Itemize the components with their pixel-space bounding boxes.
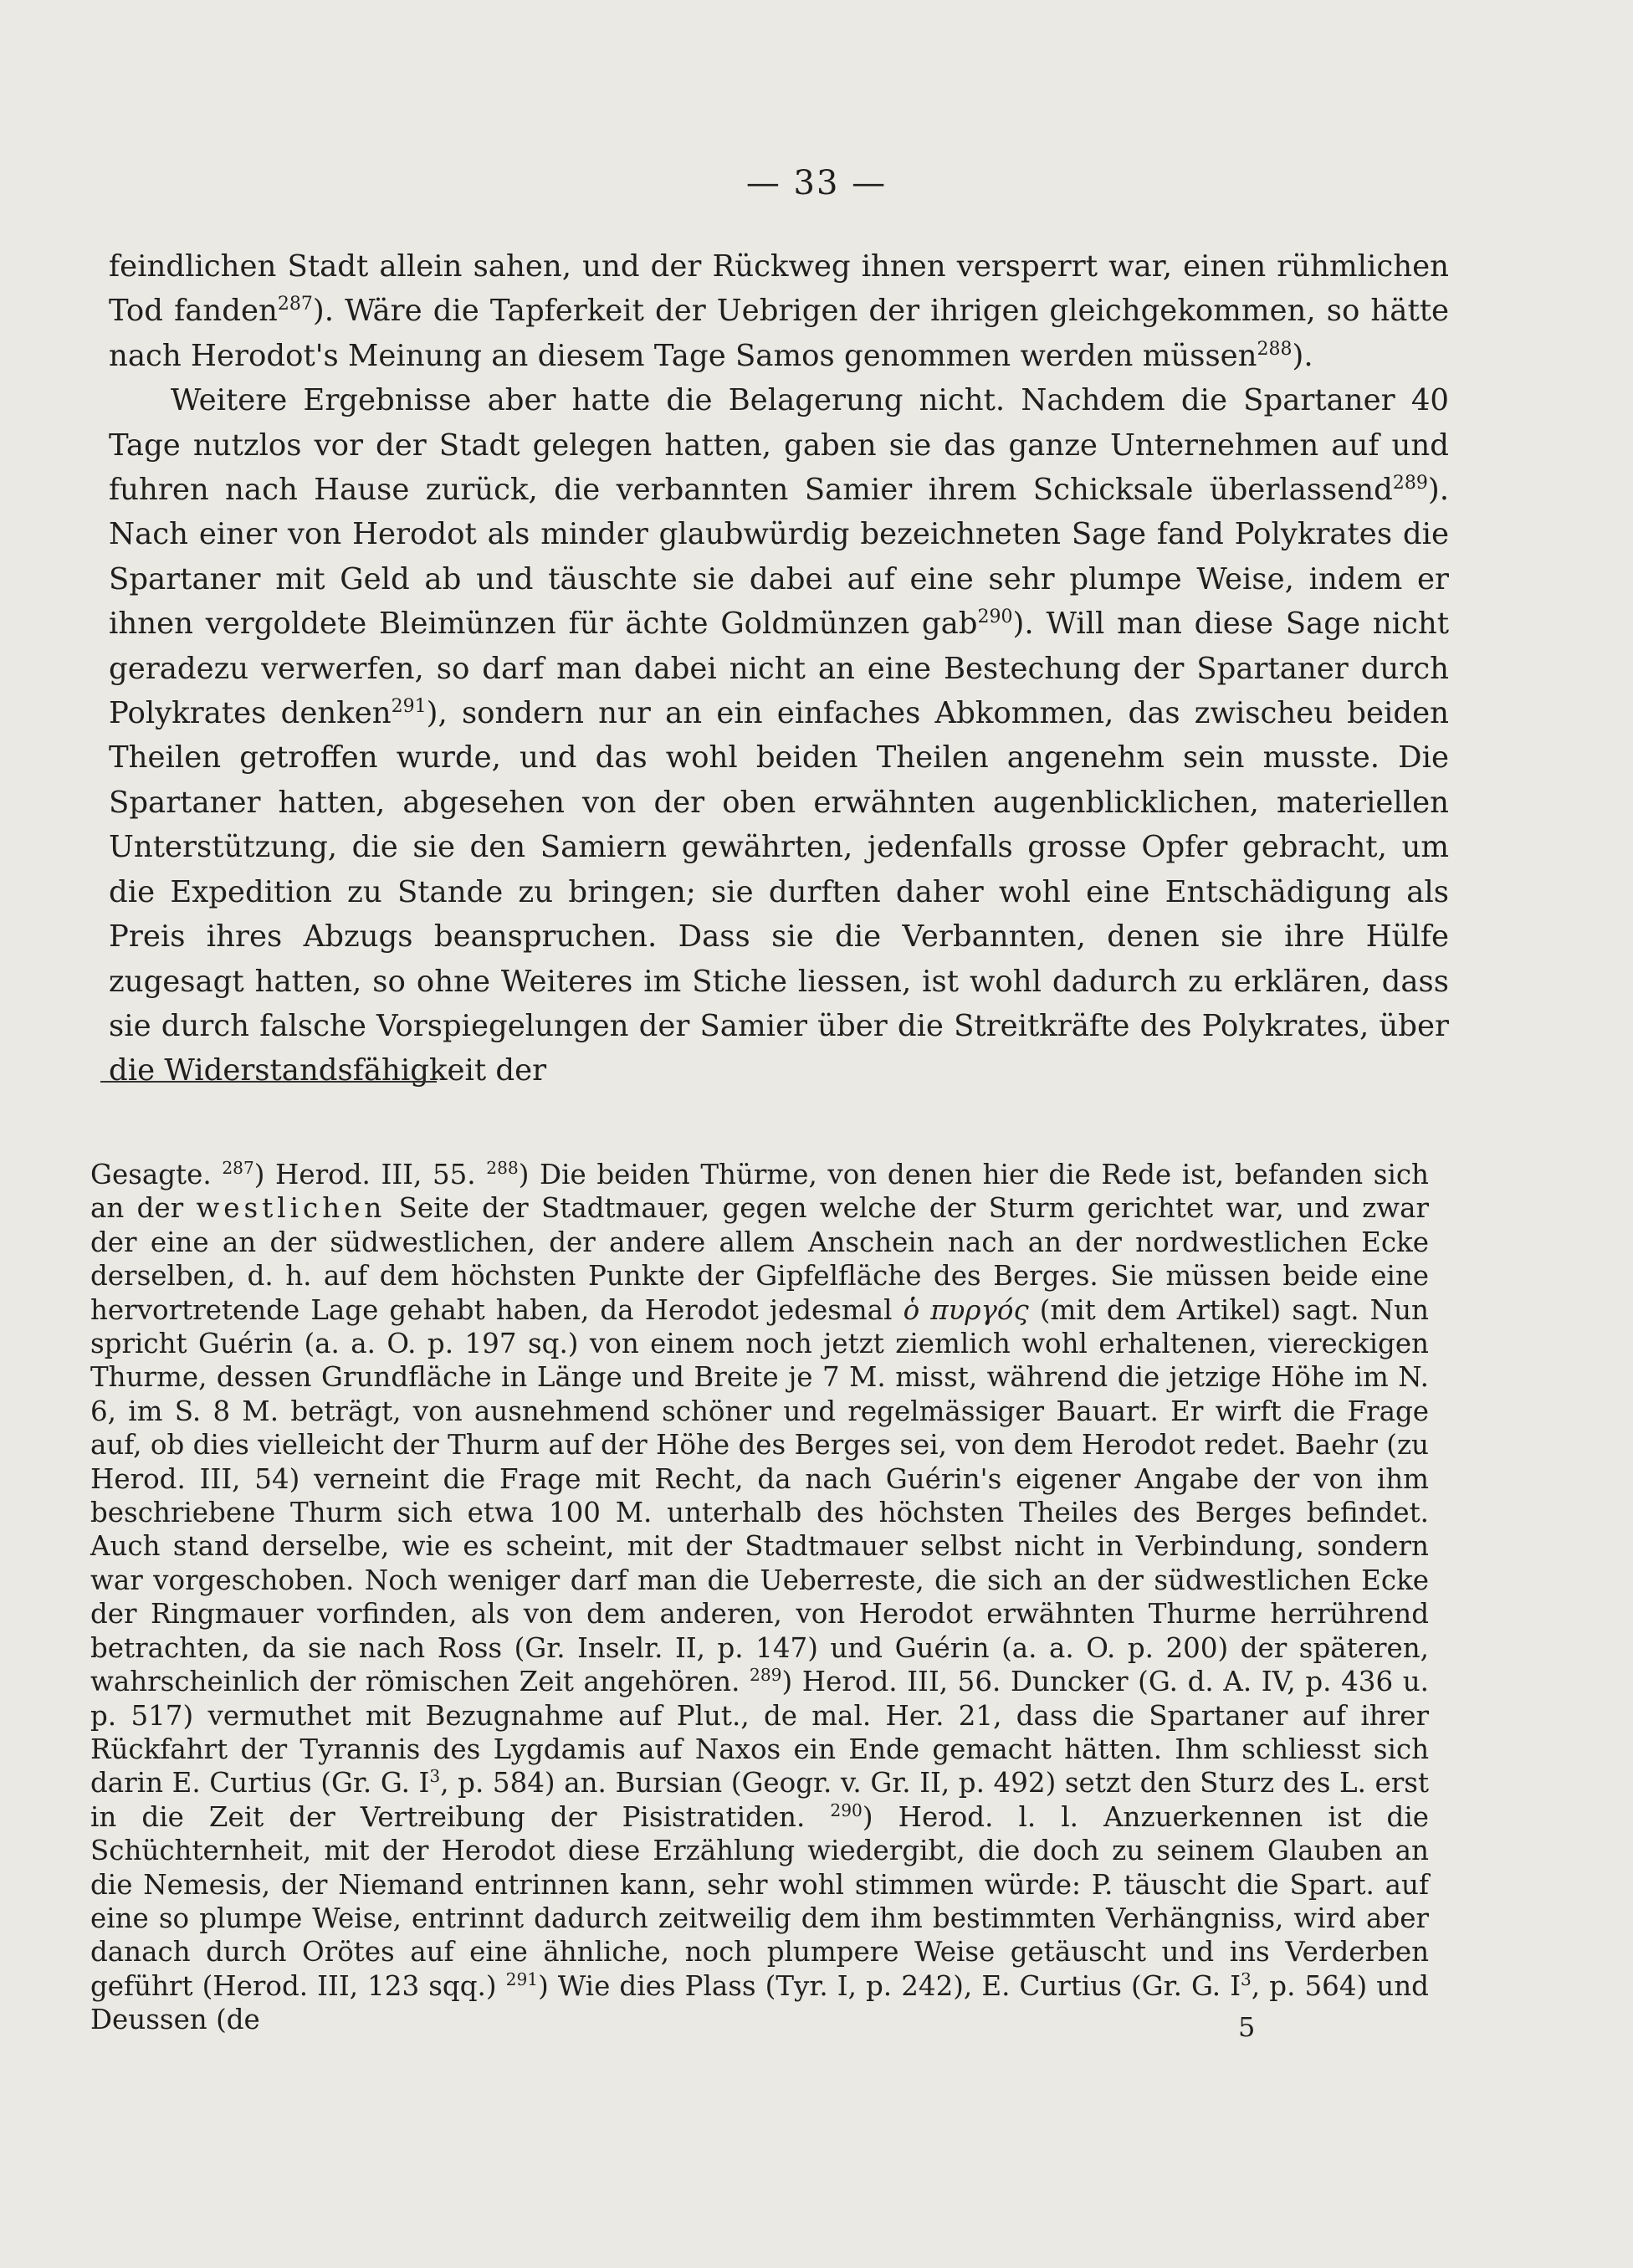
spaced-emphasis: westlichen [196, 1192, 386, 1225]
footnote-ref-291: 291 [391, 696, 427, 718]
footnotes: Gesagte. $^{287}$) Herod. III, 55. $^{288}$) Die beiden Thürme, von denen hier die Rede ist, befanden sich an der westlichen Seite der Stadtmauer, gegen welche der Sturm gerichtet war, und zwar der eine an der südwestlichen, der andere allem Anschein nach an der nordwestlichen Ecke derselben, d. h. auf dem höchsten Punkte der Gipfelfläche des Berges. Sie müssen beide eine hervortretende Lage gehabt haben, da Herodot jedesmal ὁ πυργός (mit dem Artikel) sagt. Nun spricht Guérin (a. a. O. p. 197 sq.) von einem noch jetzt ziemlich wohl erhaltenen, viereckigen Thurme, dessen Grundfläche in Länge und Breite je 7 M. misst, während die jetzige Höhe im N. 6, im S. 8 M. beträgt, von ausnehmend schöner und regelmässiger Bauart. Er wirft die Frage auf, ob dies vielleicht der Thurm auf der Höhe des Berges sei, von dem Herodot redet. Baehr (zu Herod. III, 54) verneint die Frage mit Recht, da nach Guérin's eigener Angabe der von ihm beschriebene Thurm sich etwa 100 M. unterhalb des höchsten Theiles des Berges befindet. Auch stand derselbe, wie es scheint, mit der Stadtmauer selbst nicht in Verbindung, sondern war vorgeschoben. Noch weniger darf man die Ueberreste, die sich an der südwestlichen Ecke der Ringmauer vorfinden, als von dem anderen, von Herodot erwähnten Thurme herrührend betrachten, da sie nach Ross (Gr. Inselr. II, p. 147) und Guérin (a. a. O. p. 200) der späteren, wahrscheinlich der römischen Zeit angehören. $^{289}$) Herod. III, 56. Duncker (G. d. A. IV, p. 436 u. p. 517) vermuthet mit Bezugnahme auf Plut., de mal. Her. 21, dass die Spartaner auf ihrer Rückfahrt der Tyrannis des Lygdamis auf Naxos ein Ende gemacht hätten. Ihm schliesst sich darin E. Curtius (Gr. G. $I^3$, p. 584) an. Bursian (Geogr. v. Gr. II, p. 492) setzt den Sturz des L. erst in die Zeit der Vertreibung der Pisistratiden. $^{290}$) Herod. l. l. Anzuerkennen ist die Schüchternheit, mit der Herodot diese Erzählung wiedergibt, die doch zu seinem Glauben an die Nemesis, der Niemand entrinnen kann, sehr wohl stimmen würde: P. täuscht die Spart. auf eine so plumpe Weise, entrinnt dadurch zeitweilig dem ihm bestimmten Verhängniss, wird aber danach durch Orötes auf eine ähnliche, noch plumpere Weise getäuscht und ins Verderben geführt (Herod. III, 123 sqq.) $^{291}$) Wie dies Plass (Tyr. I, p. 242), E. Curtius (Gr. G. $I^3$, p. 564) und Deussen (de [90, 1158, 1430, 2036]
body-text [109, 244, 1449, 1093]
footnote-288: 288 [486, 1158, 519, 1179]
footnote-290: 290 [830, 1800, 863, 1820]
paragraph-1: feindlichen Stadt allein sahen, und der Rückweg ihnen versperrt war, einen rühmlichen Tod fanden$^{287}$). Wäre die Tapferkeit der Uebrigen der ihrigen gleichgekommen, so hätte nach Herodot's Meinung an diesem Tage Samos genommen werden müssen$^{288}$). [109, 249, 1449, 373]
footnote-ref-289: 289 [1392, 473, 1428, 494]
greek-phrase: ὁ πυργός [903, 1293, 1029, 1326]
footnote-ref-288: 288 [1257, 338, 1293, 360]
page-number: — 33 — [745, 164, 888, 202]
footnote-ref-290: 290 [977, 607, 1013, 628]
footnote-291: 291 [505, 1969, 539, 1989]
footnote-divider [100, 1081, 437, 1083]
signature-mark: 5 [1238, 2011, 1256, 2043]
footnote-289: 289 [750, 1665, 782, 1686]
footnote-ref-287: 287 [277, 294, 313, 315]
footnote-287: 287 [222, 1158, 254, 1179]
paragraph-2: Weitere Ergebnisse aber hatte die Belagerung nicht. Nachdem die Spartaner 40 Tage nutzlos vor der Stadt gelegen hatten, gaben sie das ganze Unternehmen auf und fuhren nach Hause zurück, die verbannten Samier ihrem Schicksale überlassend$^{289}$). Nach einer von Herodot als minder glaubwürdig bezeichneten Sage fand Polykrates die Spartaner mit Geld ab und täuschte sie dabei auf eine sehr plumpe Weise, indem er ihnen vergoldete Bleimünzen für ächte Goldmünzen gab$^{290}$). Will man diese Sage nicht geradezu verwerfen, so darf man dabei nicht an eine Bestechung der Spartaner durch Polykrates denken$^{291}$), sondern nur an ein einfaches Abkommen, das zwischeu beiden Theilen getroffen wurde, und das wohl beiden Theilen angenehm sein musste. Die Spartaner hatten, abgesehen von der oben erwähnten augenblicklichen, materiellen Unterstützung, die sie den Samiern gewährten, jedenfalls grosse Opfer gebracht, um die Expedition zu Stande zu bringen; sie durften daher wohl eine Entschädigung als Preis ihres Abzugs beanspruchen. Dass sie die Verbannten, denen sie ihre Hülfe zugesagt hatten, so ohne Weiteres im Stiche liessen, ist wohl dadurch zu erklären, dass sie durch falsche Vorspiegelungen der Samier über die Streitkräfte des Polykrates, über die Widerstandsfähigkeit der [109, 383, 1449, 1088]
